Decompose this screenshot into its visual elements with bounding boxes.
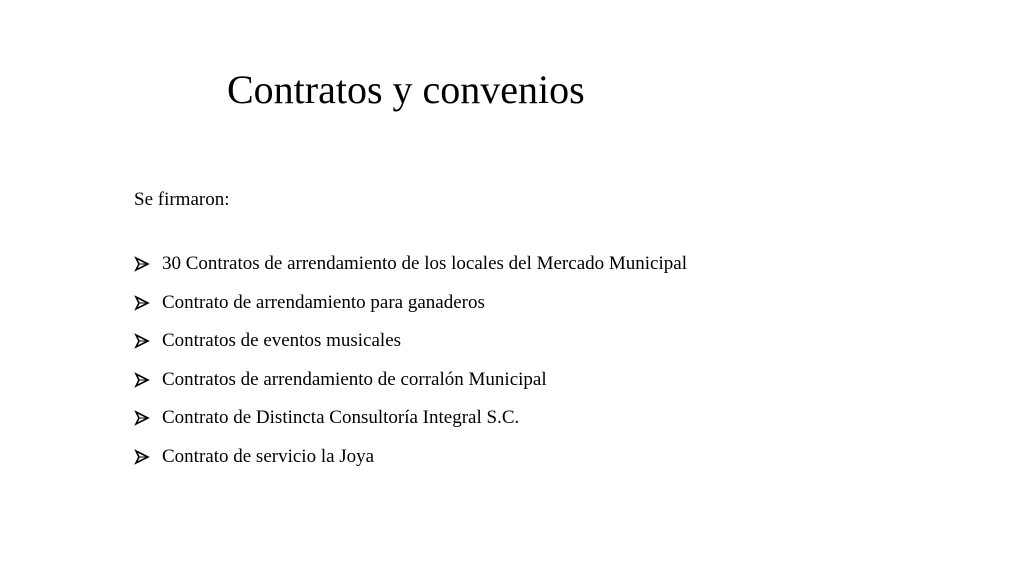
list-item (134, 284, 687, 323)
arrowhead-bullet-icon (134, 408, 151, 428)
list-item-label: Contrato de arrendamiento para ganaderos (162, 291, 485, 313)
list-item-label: Contratos de arrendamiento de corralón Municipal (162, 368, 547, 390)
list-item (134, 399, 687, 438)
contracts-list (134, 245, 687, 476)
list-item-label: Contrato de servicio la Joya (162, 445, 375, 467)
arrowhead-bullet-icon (134, 447, 151, 467)
list-item-label: 30 Contratos de arrendamiento de los locales del Mercado Municipal (162, 253, 687, 275)
arrowhead-bullet-icon (134, 331, 151, 351)
list-item (134, 361, 687, 400)
list-item (134, 438, 687, 477)
list-item (134, 322, 687, 361)
arrowhead-bullet-icon (134, 370, 151, 390)
list-item-label: Contratos de eventos musicales (162, 330, 402, 352)
list-item (134, 245, 687, 284)
intro-text: Se firmaron: (134, 189, 230, 210)
arrowhead-bullet-icon (134, 254, 151, 274)
list-item-label: Contrato de Distincta Consultoría Integral S.C. (162, 407, 520, 429)
slide-title: Contratos y convenios (227, 67, 585, 112)
arrowhead-bullet-icon (134, 293, 151, 313)
